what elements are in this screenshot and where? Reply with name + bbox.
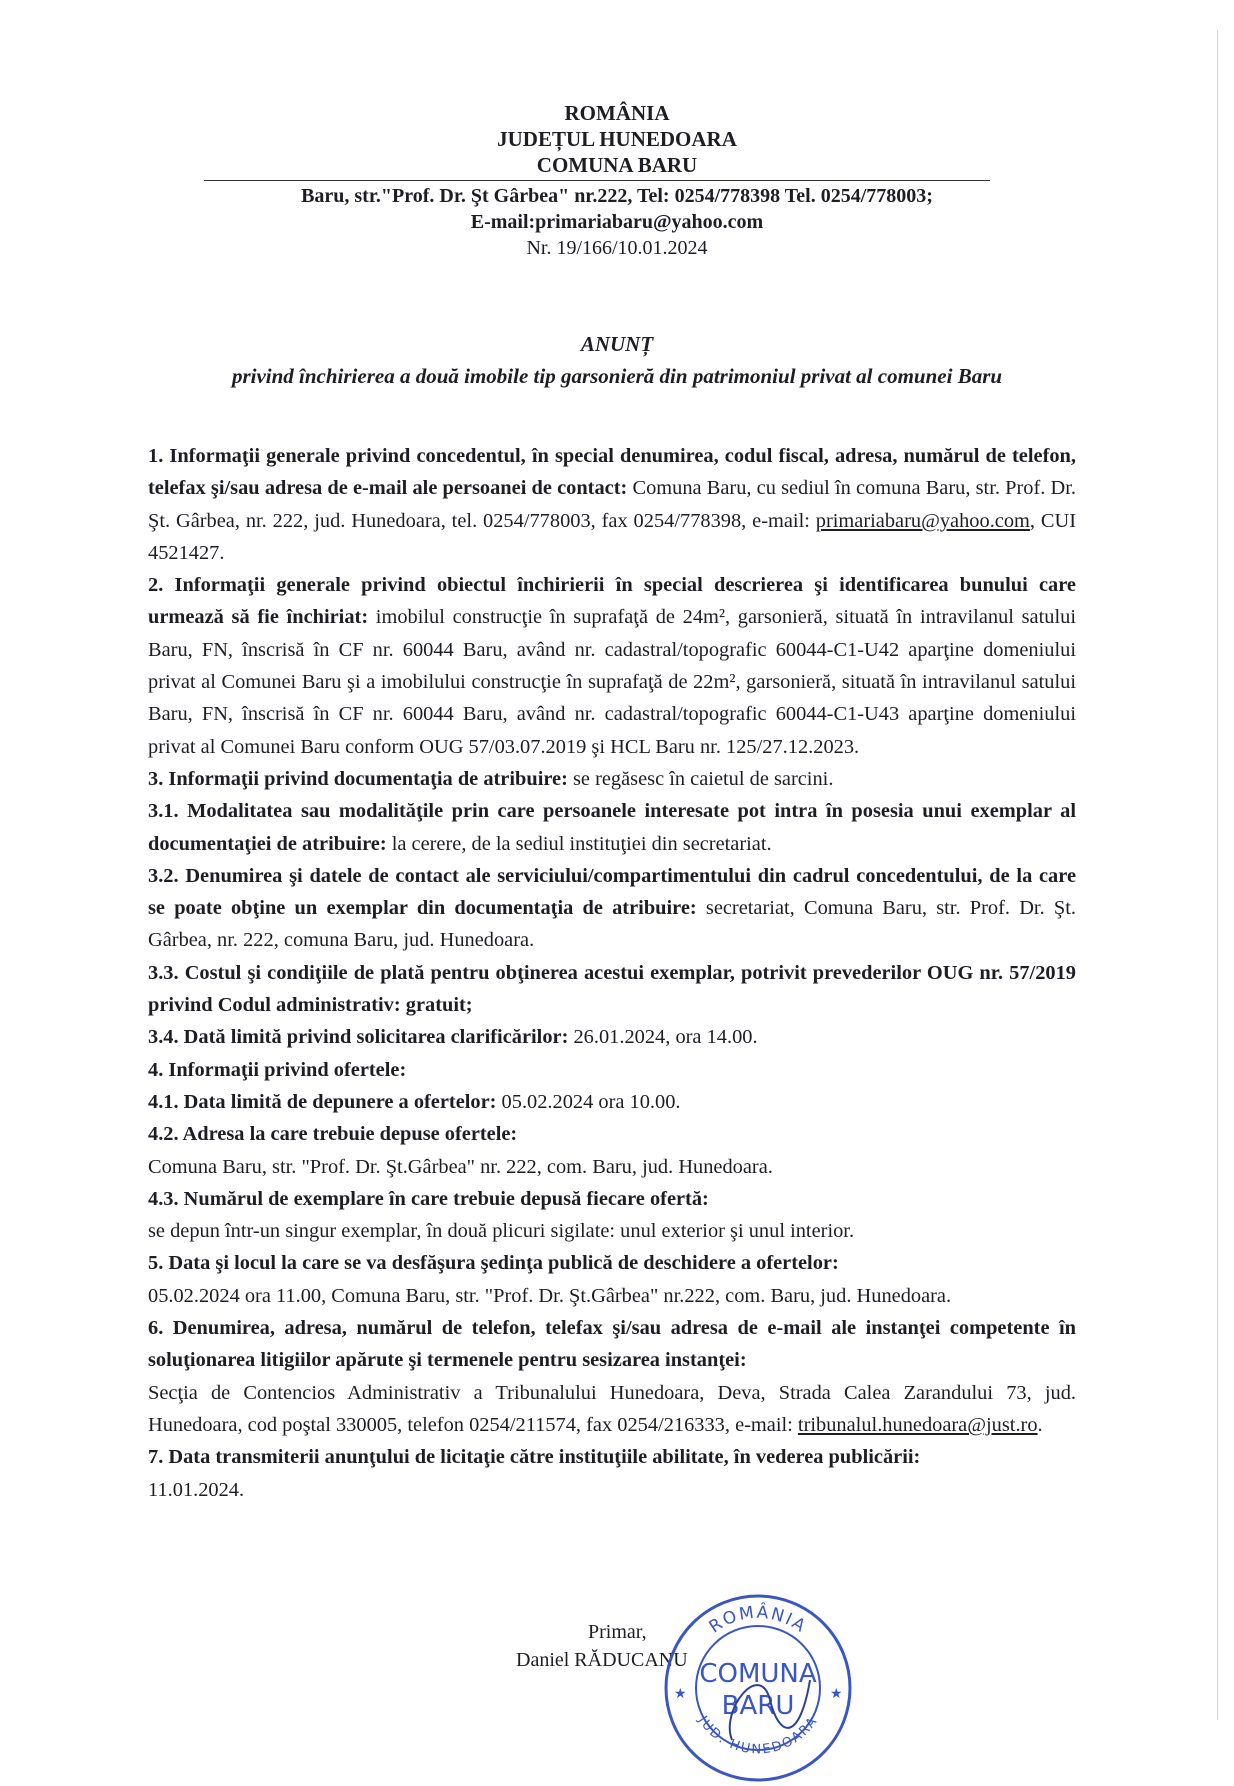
section-14 <box>148 1441 1076 1506</box>
email-line: E-mail:primariabaru@yahoo.com <box>470 211 764 233</box>
stamp-star-left: ★ <box>674 1687 687 1702</box>
scan-edge-line <box>1217 30 1218 1720</box>
section-text: 26.01.2024, ora 14.00. <box>568 1026 758 1049</box>
section-label: 2. Informaţii generale privind obiectul închirierii în special descrierea şi identificarea bunului care urmează să fie închiriat: <box>148 574 1076 629</box>
announcement-title: ANUNȚ <box>580 332 654 356</box>
section-12 <box>148 1247 1076 1312</box>
section-5 <box>148 860 1076 957</box>
stamp-star-right: ★ <box>830 1687 843 1702</box>
section-label: 4.1. Data limită de depunere a ofertelor: <box>148 1090 497 1113</box>
section-text: Secţia de Contencios Administrativ a Tribunalului Hunedoara, Deva, Strada Calea Zarandului 73, jud. Hunedoara, cod poştal 330005, telefon 0254/211574, fax 0254/216333, e-mail: <box>148 1381 1076 1436</box>
email-link[interactable]: tribunalul.hunedoara@just.ro <box>797 1413 1038 1436</box>
address-line: Baru, str."Prof. Dr. Şt Gârbea" nr.222, Tel: 0254/778398 Tel. 0254/778003; <box>301 185 933 207</box>
section-label: 3.4. Dată limită privind solicitarea clarificărilor: <box>148 1026 569 1049</box>
section-label: 6. Denumirea, adresa, numărul de telefon, telefax şi/sau adresa de e-mail ale instanţei competente în soluţionarea litigiilor apărute şi termenele pentru sesizarea instanţei: <box>148 1317 1076 1372</box>
section-label: 4.2. Adresa la care trebuie depuse ofertele: <box>148 1123 518 1146</box>
section-text: Comuna Baru, str. "Prof. Dr. Şt.Gârbea" nr. 222, com. Baru, jud. Hunedoara. <box>148 1155 773 1178</box>
letterhead-divider <box>204 180 990 181</box>
announcement-heading <box>0 330 1234 390</box>
section-text: 05.02.2024 ora 11.00, Comuna Baru, str. "Prof. Dr. Şt.Gârbea" nr.222, com. Baru, jud. Hunedoara. <box>148 1284 952 1307</box>
letterhead-contact <box>0 183 1234 261</box>
section-11 <box>148 1183 1076 1248</box>
section-label: 7. Data transmiterii anunţului de licitaţie către instituţiile abilitate, în vederea publicării: <box>148 1446 921 1469</box>
mayor-title: Primar, <box>588 1621 647 1643</box>
official-stamp <box>660 1590 856 1786</box>
section-label: 4. Informaţii privind ofertele: <box>148 1058 407 1081</box>
section-label: 4.3. Numărul de exemplare în care trebuie depusă fiecare ofertă: <box>148 1187 709 1210</box>
stamp-top-text: ROMÂNIA <box>705 1602 811 1638</box>
section-1 <box>148 440 1076 569</box>
svg-text:ROMÂNIA <box>706 1601 811 1638</box>
announcement-body <box>148 440 1076 1506</box>
registration-number: Nr. 19/166/10.01.2024 <box>526 237 708 259</box>
section-10 <box>148 1118 1076 1183</box>
county-name: JUDEȚUL HUNEDOARA <box>497 127 737 151</box>
letterhead <box>0 100 1234 178</box>
stamp-center-line2: BARU <box>721 1691 795 1721</box>
section-4 <box>148 795 1076 860</box>
announcement-subtitle: privind închirierea a două imobile tip garsonieră din patrimoniul privat al comunei Baru <box>231 364 1003 388</box>
section-text: imobilul construcţie în suprafaţă de 24m², garsonieră, situată în intravilanul satului Baru, FN, înscrisă în CF nr. 60044 Baru, având nr. cadastral/topografic 60044-C1-U42 aparţine domeniului privat al Comunei Baru şi a imobilului construcţie în suprafaţă de 22m², garsonieră, situată în intravilanul satului Baru, FN, înscrisă în CF nr. 60044 Baru, având nr. cadastral/topografic 60044-C1-U43 aparţine domeniului privat al Comunei Baru conform OUG 57/03.07.2019 şi HCL Baru nr. 125/27.12.2023. <box>148 606 1076 758</box>
section-text: Comuna Baru, cu sediul în comuna Baru, str. Prof. Dr. Şt. Gârbea, nr. 222, jud. Hunedoara, tel. 0254/778003, fax 0254/778398, e-mail: <box>148 477 1076 532</box>
stamp-bottom-text: JUD. HUNEDOARA <box>694 1713 822 1758</box>
section-label: 5. Data şi locul la care se va desfăşura şedinţa publică de deschidere a ofertelor: <box>148 1252 839 1275</box>
mayor-name: Daniel RĂDUCANU <box>516 1649 688 1671</box>
section-label: 3.1. Modalitatea sau modalităţile prin care persoanele interesate pot intra în posesia unui exemplar al documentaţiei de atribuire: <box>148 800 1076 855</box>
section-label: 3.2. Denumirea şi datele de contact ale serviciului/compartimentului din cadrul concedentului, de la care se poate obţine un exemplar din documentaţia de atribuire: <box>148 864 1076 920</box>
section-text: secretariat, Comuna Baru, str. Prof. Dr. Şt. Gârbea, nr. 222, comuna Baru, jud. Hunedoara. <box>148 897 1076 952</box>
section-7 <box>148 1021 1076 1053</box>
country-name: ROMÂNIA <box>564 101 670 125</box>
section-text-after: , CUI 4521427. <box>148 509 1077 564</box>
section-label: 3. Informaţii privind documentaţia de atribuire: <box>148 767 568 790</box>
section-text: 05.02.2024 ora 10.00. <box>496 1090 681 1113</box>
section-label: 1. Informaţii generale privind concedentul, în special denumirea, codul fiscal, adresa, numărul de telefon, telefax şi/sau adresa de e-mail ale persoanei de contact: <box>148 445 1076 500</box>
section-3 <box>148 763 1076 795</box>
section-text: se depun într-un singur exemplar, în două plicuri sigilate: unul exterior şi unul interior. <box>148 1220 855 1243</box>
stamp-center-line1: COMUNA <box>699 1659 817 1689</box>
section-6 <box>148 957 1076 1022</box>
section-text: la cerere, de la sediul instituţiei din secretariat. <box>386 832 772 855</box>
commune-name: COMUNA BARU <box>536 153 698 177</box>
section-2 <box>148 569 1076 763</box>
section-8 <box>148 1054 1076 1086</box>
section-13 <box>148 1312 1076 1441</box>
email-link[interactable]: primariabaru@yahoo.com <box>815 509 1030 532</box>
section-label: 3.3. Costul şi condiţiile de plată pentru obţinerea acestui exemplar, potrivit prevederilor OUG nr. 57/2019 privind Codul administrativ: gratuit; <box>148 961 1076 1017</box>
section-text: se regăsesc în caietul de sarcini. <box>567 767 834 790</box>
section-text: 11.01.2024. <box>148 1478 245 1501</box>
section-text-after: . <box>1037 1413 1043 1436</box>
section-9 <box>148 1086 1076 1118</box>
